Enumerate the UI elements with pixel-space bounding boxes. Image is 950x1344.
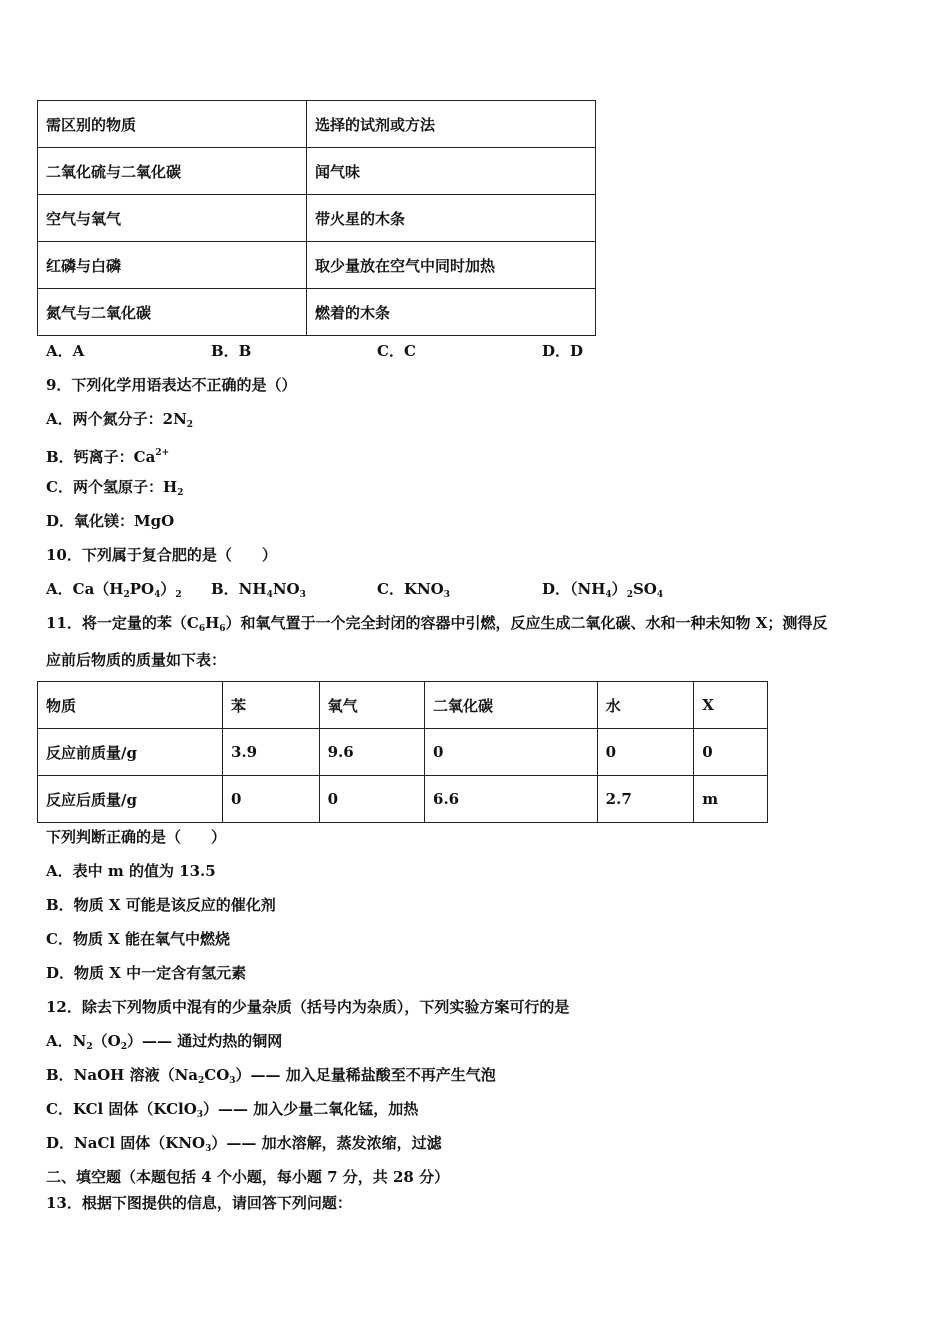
mass-table	[37, 681, 768, 823]
subscript: 4	[656, 590, 664, 600]
subscript: 4	[266, 590, 273, 600]
subscript: 2	[86, 1042, 93, 1052]
table-row	[38, 289, 596, 336]
table-cell: 取少量放在空气中同时加热	[307, 242, 596, 289]
q10-option-b: B．$NH_4NO_3$	[211, 580, 306, 600]
table-row	[38, 242, 596, 289]
table-cell: 0	[223, 776, 320, 823]
substance-distinction-table	[37, 100, 596, 336]
q12-option-d: D．NaCl 固体$(KNO_3)——$ 加水溶解，蒸发浓缩，过滤	[46, 1134, 442, 1154]
table-cell: 红磷与白磷	[38, 242, 307, 289]
subscript: 2	[198, 1076, 205, 1086]
q11-option-b: B．物质 X 可能是该反应的催化剂	[46, 896, 276, 914]
table-cell: 氮气与二氧化碳	[38, 289, 307, 336]
table-header-cell: 选择的试剂或方法	[307, 101, 596, 148]
superscript: 2+	[155, 448, 170, 458]
table-cell: 燃着的木条	[307, 289, 596, 336]
subscript: 3	[443, 590, 451, 600]
q11-option-d: D．物质 X 中一定含有氢元素	[46, 964, 247, 982]
q12-option-b: B．NaOH 溶液$(Na_2CO_3)——$ 加入足量稀盐酸至不再产生气泡	[46, 1066, 496, 1086]
subscript: 4	[605, 590, 612, 600]
table-header-cell: 需区别的物质	[38, 101, 307, 148]
q13-stem: 13．根据下图提供的信息，请回答下列问题：	[46, 1194, 352, 1212]
q8-option-b: B．B	[211, 342, 252, 360]
q9-stem: 9．下列化学用语表达不正确的是（）	[46, 376, 297, 394]
table-cell: 0	[425, 729, 598, 776]
table-header-cell: 物质	[38, 682, 223, 729]
q10-option-d: D．$(NH_4)_2SO_4$	[542, 580, 664, 600]
table-header-cell: X	[694, 682, 768, 729]
subscript: 2	[177, 488, 184, 498]
subscript: 2	[626, 590, 633, 600]
q11-stem-line2: 应前后物质的质量如下表：	[46, 651, 227, 669]
subscript: 2	[186, 420, 194, 430]
q11-option-a: A．表中 m 的值为 13.5	[46, 862, 216, 880]
table-cell: 2.7	[597, 776, 694, 823]
q11-stem-line1: 11．将一定量的苯$(C_6H_6)$和氧气置于一个完全封闭的容器中引燃，反应生成二氧化碳、水和一种未知物 X；测得反	[46, 614, 828, 634]
subscript: 6	[198, 624, 206, 634]
subscript: 3	[229, 1076, 236, 1086]
table-cell: 闻气味	[307, 148, 596, 195]
table-row	[38, 195, 596, 242]
q8-option-a: A．A	[46, 342, 85, 360]
table-cell: 反应前质量/g	[38, 729, 223, 776]
table-cell: m	[694, 776, 768, 823]
subscript: 2	[120, 1042, 127, 1052]
table-cell: 0	[319, 776, 424, 823]
subscript: 3	[196, 1110, 204, 1120]
q10-stem: 10．下列属于复合肥的是（ ）	[46, 546, 277, 564]
table-header-cell: 二氧化碳	[425, 682, 598, 729]
q12-option-a: A．$N_2(O_2)——$ 通过灼热的铜网	[46, 1032, 283, 1052]
q10-option-c: C．$KNO_3$	[377, 580, 451, 600]
table-row	[38, 729, 768, 776]
subscript: 3	[205, 1144, 212, 1154]
table-cell: 6.6	[425, 776, 598, 823]
table-header-row	[38, 682, 768, 729]
table-cell: 0	[597, 729, 694, 776]
subscript: 3	[299, 590, 306, 600]
q9-option-d: D．氧化镁：MgO	[46, 512, 175, 530]
table-cell: 二氧化硫与二氧化碳	[38, 148, 307, 195]
table-header-cell: 苯	[223, 682, 320, 729]
q9-option-c: C．两个氢原子：$H_2$	[46, 478, 184, 498]
table-cell: 0	[694, 729, 768, 776]
table-row	[38, 148, 596, 195]
q12-option-c: C．KCl 固体（KClO$_3$）—— 加入少量二氧化锰，加热	[46, 1100, 419, 1120]
subscript: 4	[154, 590, 161, 600]
q12-stem: 12．除去下列物质中混有的少量杂质（括号内为杂质），下列实验方案可行的是	[46, 998, 570, 1016]
subscript: 6	[219, 624, 226, 634]
subscript: 2	[123, 590, 130, 600]
table-cell: 9.6	[319, 729, 424, 776]
table-header-cell: 水	[597, 682, 694, 729]
table-cell: 带火星的木条	[307, 195, 596, 242]
table-cell: 3.9	[223, 729, 320, 776]
table-header-cell: 氧气	[319, 682, 424, 729]
subscript: 2	[175, 590, 182, 600]
table-header-row	[38, 101, 596, 148]
q10-option-a: A．$Ca(H_2PO_4)_2$	[46, 580, 182, 600]
table-cell: 反应后质量/g	[38, 776, 223, 823]
table-row	[38, 776, 768, 823]
q11-question: 下列判断正确的是（ ）	[46, 828, 227, 846]
q8-option-d: D．D	[542, 342, 584, 360]
q11-option-c: C．物质 X 能在氧气中燃烧	[46, 930, 231, 948]
section-heading: 二、填空题（本题包括 4 个小题，每小题 7 分，共 28 分）	[46, 1168, 450, 1186]
q8-option-c: C．C	[377, 342, 416, 360]
q9-option-b: B．钙离子：$Ca^{2+}$	[46, 448, 170, 466]
q9-option-a: A．两个氮分子：$2N_2$	[46, 410, 194, 430]
table-cell: 空气与氧气	[38, 195, 307, 242]
